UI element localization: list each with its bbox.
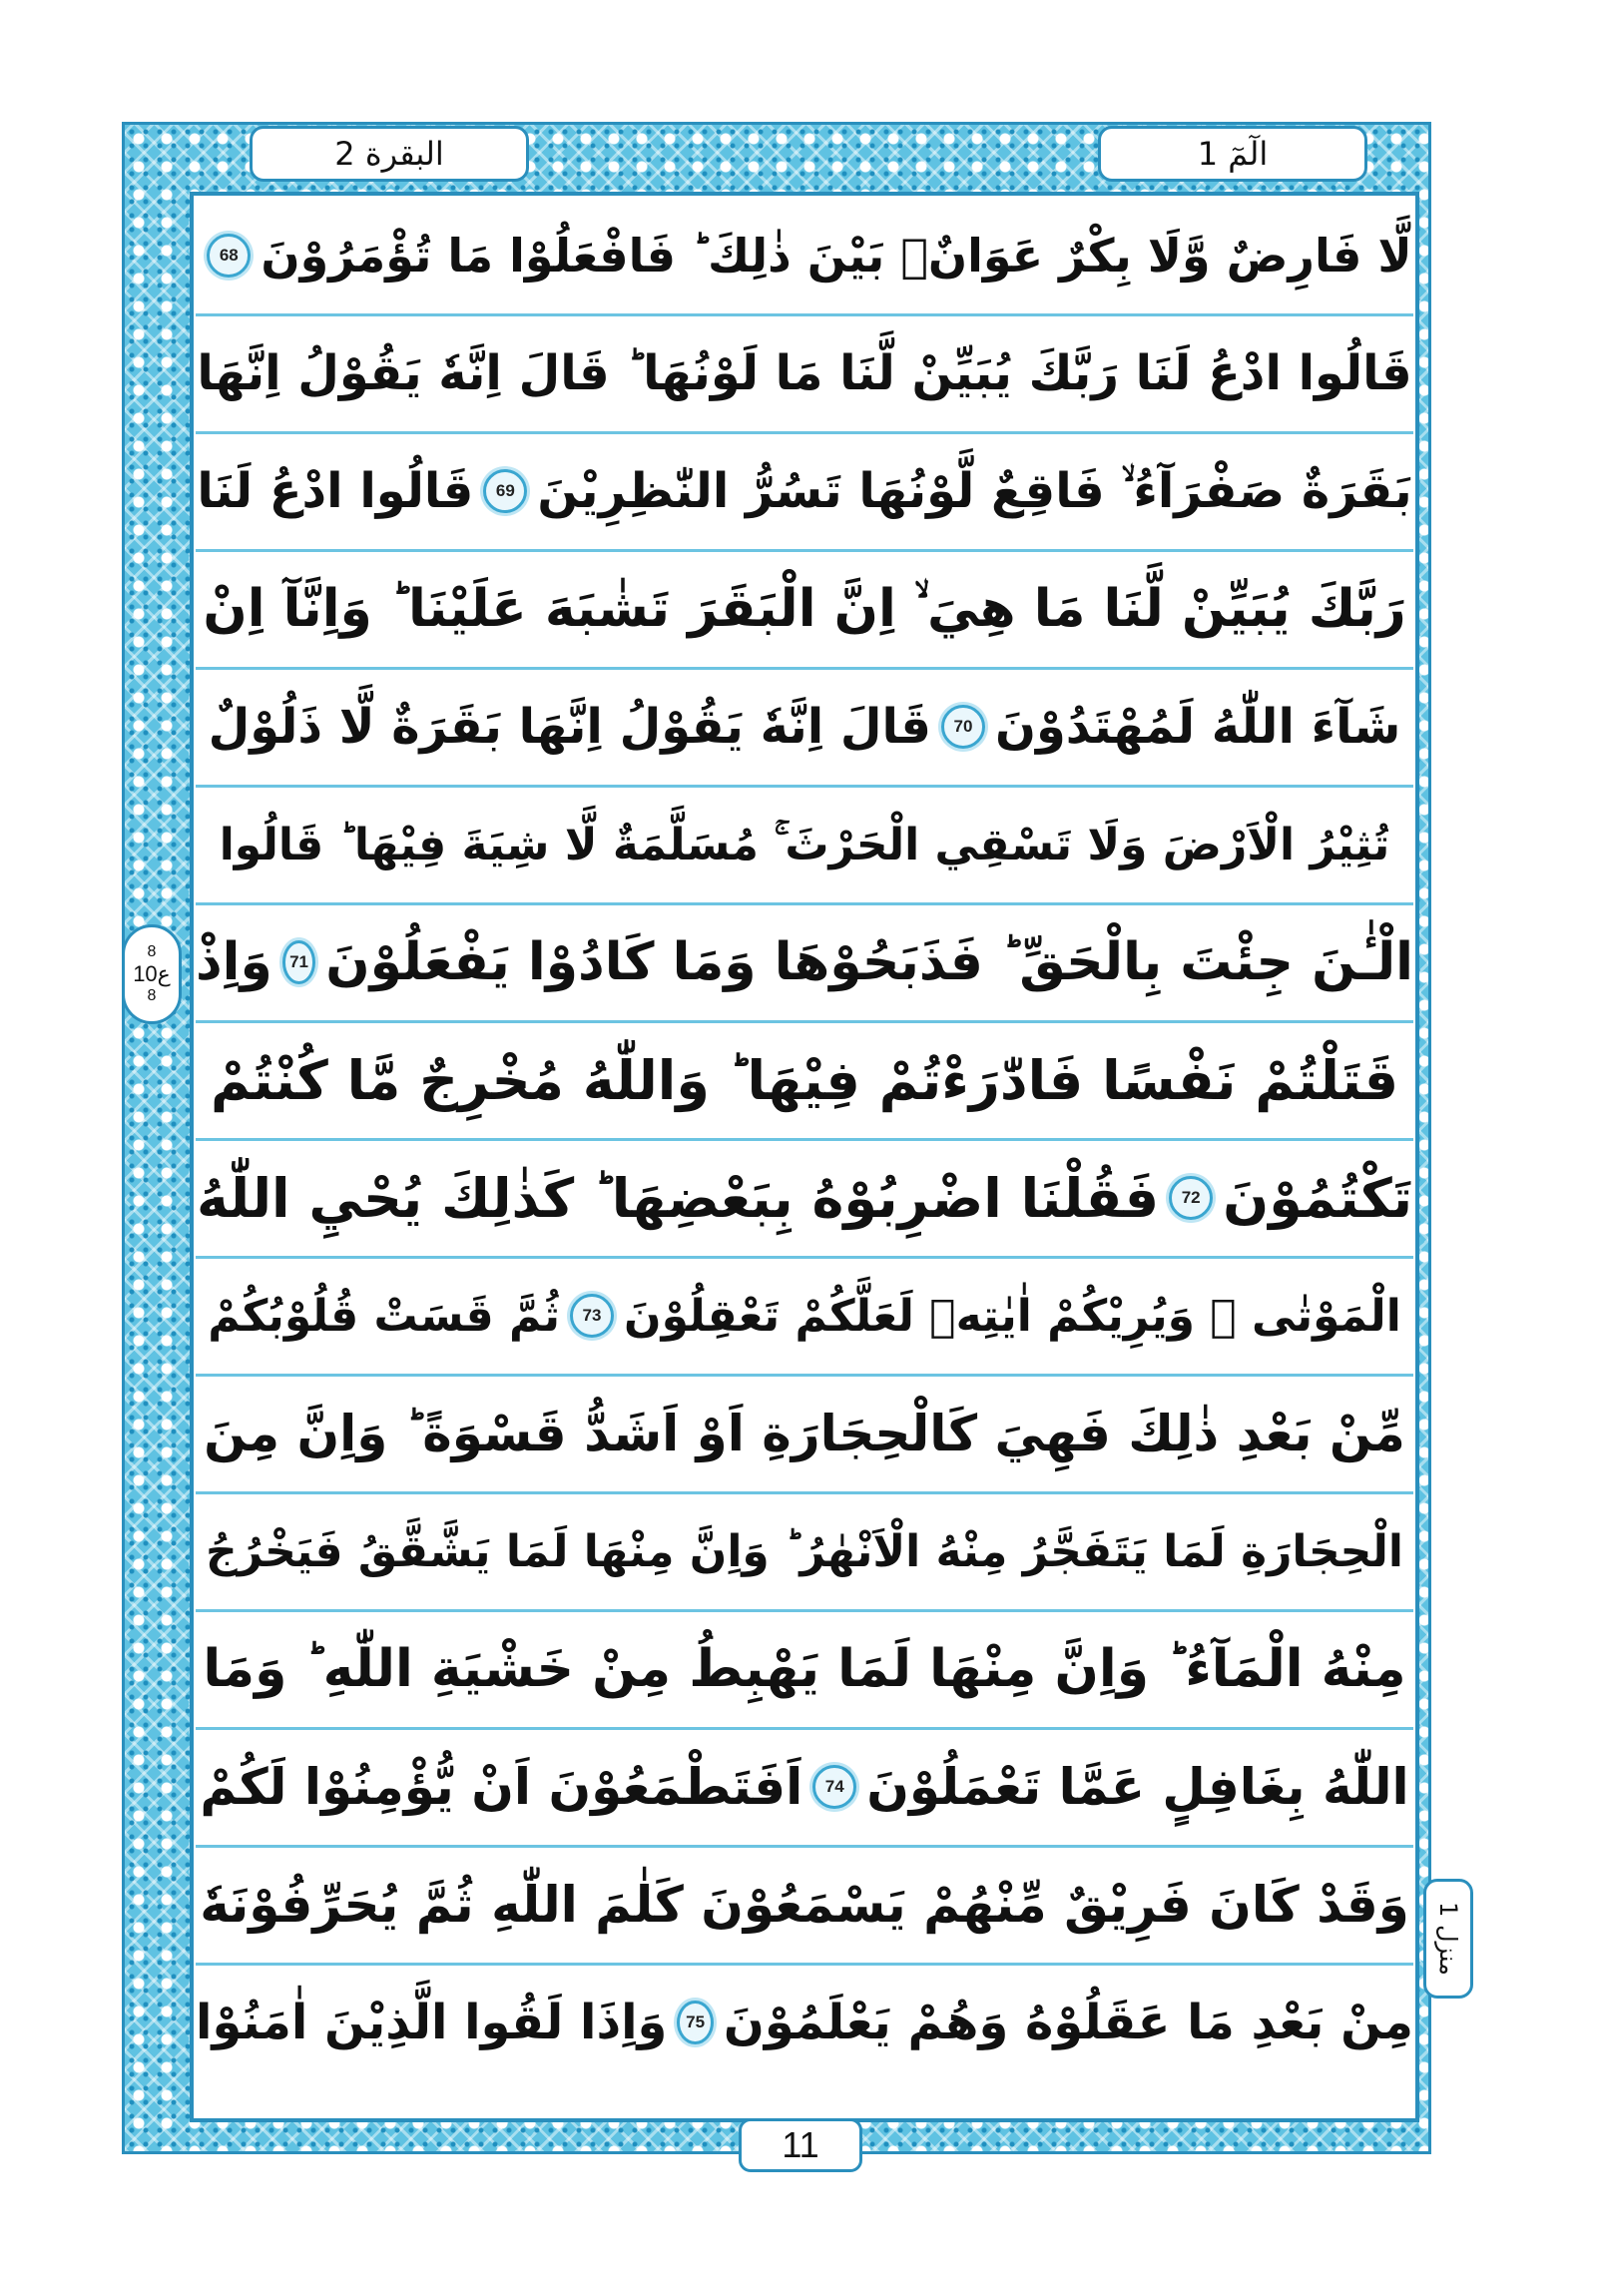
verse-text: وَاِذَا لَقُوا الَّذِيْنَ اٰمَنُوْا [196,1995,668,2050]
ayah-number-marker: 68 [207,234,251,278]
verse-text: قَالُوا ادْعُ لَنَا [197,463,474,519]
line-divider [196,1963,1413,1966]
manzil-marker [1423,1879,1473,1999]
verse-text: مِنْهُ الْمَآءُ ؕ وَاِنَّ مِنْهَا لَمَا يَهْبِطُ مِنْ خَشْيَةِ اللّٰهِ ؕ وَمَا [203,1639,1406,1699]
ruku-top-number: 8 [147,943,157,960]
verse-line [196,1731,1413,1843]
verse-text: تُثِيْرُ الْاَرْضَ وَلَا تَسْقِي الْحَرْثَ ۚ مُسَلَّمَةٌ لَّا شِيَةَ فِيْهَا ؕ قَالُوا [219,819,1390,870]
line-divider [196,1491,1413,1494]
verse-text: وَاِذْ [196,932,272,992]
ruku-symbol: ع10 [133,961,171,986]
verse-text: الْـٰٔنَ جِئْتَ بِالْحَقِّ ؕ فَذَبَحُوْهَا وَمَا كَادُوْا يَفْعَلُوْنَ [325,932,1413,992]
verse-line [196,1024,1413,1136]
manzil-label: منزل 1 [1434,1902,1462,1976]
juz-name-header [1098,126,1367,182]
verse-text: الْمَوْتٰى ۙ وَيُرِيْكُمْ اٰيٰتِهٖ لَعَلَّكُمْ تَعْقِلُوْنَ [624,1290,1401,1342]
verse-line [196,1613,1413,1725]
verse-text: اللّٰهُ بِغَافِلٍ عَمَّا تَعْمَلُوْنَ [866,1758,1409,1816]
line-divider [196,1609,1413,1612]
verse-text: وَقَدْ كَانَ فَرِيْقٌ مِّنْهُمْ يَسْمَعُوْنَ كَلٰمَ اللّٰهِ ثُمَّ يُحَرِّفُوْنَهٗ [200,1876,1409,1934]
ayah-number-marker: 72 [1169,1176,1213,1220]
verse-line [196,435,1413,547]
ayah-number-marker: 69 [483,469,527,513]
line-divider [196,785,1413,788]
ayah-number-marker: 73 [570,1294,614,1338]
line-divider [196,1138,1413,1141]
line-divider [196,1256,1413,1259]
verse-text: بَقَرَةٌ صَفْرَآءُ ۙ فَاقِعٌ لَّوْنُهَا تَسُرُّ النّٰظِرِيْنَ [537,462,1412,519]
verse-text: اَفَتَطْمَعُوْنَ اَنْ يُّؤْمِنُوْا لَكُمْ [200,1758,803,1816]
verse-text: ثُمَّ قَسَتْ قُلُوْبُكُمْ [208,1290,561,1342]
juz-name-label: الٓمٓ 1 [1197,135,1269,173]
line-divider [196,1374,1413,1377]
verse-text: قَالُوا ادْعُ لَنَا رَبَّكَ يُبَيِّنْ لَّنَا مَا لَوْنُهَا ؕ قَالَ اِنَّهٗ يَقُوْلُ اِنَّهَا [197,345,1412,401]
verse-text: الْحِجَارَةِ لَمَا يَتَفَجَّرُ مِنْهُ الْاَنْهٰرُ ؕ وَاِنَّ مِنْهَا لَمَا يَشَّقَّقُ فَيَخْرُجُ [206,1525,1403,1577]
verse-text: مِنْ بَعْدِ مَا عَقَلُوْهُ وَهُمْ يَعْلَمُوْنَ [723,1995,1413,2050]
verse-text: قَتَلْتُمْ نَفْسًا فَادّٰرَءْتُمْ فِيْهَا ؕ وَاللّٰهُ مُخْرِجٌ مَّا كُنْتُمْ [210,1048,1399,1112]
ayah-number-marker: 75 [677,2001,714,2044]
line-divider [196,1727,1413,1730]
verse-line [196,1849,1413,1961]
ruku-marker [122,924,182,1024]
verse-line [196,906,1413,1018]
verse-line [196,1967,1413,2078]
verse-text: شَآءَ اللّٰهُ لَمُهْتَدُوْنَ [994,699,1401,755]
verse-text: تَكْتُمُوْنَ [1223,1166,1413,1230]
surah-name-label: البقرة 2 [334,135,444,173]
ayah-number-marker: 71 [282,940,315,984]
verse-line [196,1260,1413,1372]
verse-line [196,1495,1413,1607]
ruku-bottom-number: 8 [147,987,157,1004]
verse-text: فَقُلْنَا اضْرِبُوْهُ بِبَعْضِهَا ؕ كَذٰلِكَ يُحْيِ اللّٰهُ [196,1166,1160,1230]
verse-text: مِّنْ بَعْدِ ذٰلِكَ فَهِيَ كَالْحِجَارَةِ اَوْ اَشَدُّ قَسْوَةً ؕ وَاِنَّ مِنَ [204,1405,1405,1462]
ayah-number-marker: 70 [941,705,985,749]
verse-text: لَّا فَارِضٌ وَّلَا بِكْرٌ عَوَانٌۢ بَيْنَ ذٰلِكَ ؕ فَافْعَلُوْا مَا تُؤْمَرُوْنَ [261,229,1412,283]
verse-line [196,1142,1413,1254]
line-divider [196,902,1413,905]
verse-text: رَبَّكَ يُبَيِّنْ لَّنَا مَا هِيَ ۙ اِنَّ الْبَقَرَ تَشٰبَهَ عَلَيْنَا ؕ وَاِنَّآ اِنْ [203,578,1406,639]
line-divider [196,667,1413,670]
surah-name-header [250,126,529,182]
verse-line [196,671,1413,783]
line-divider [196,1020,1413,1023]
verse-line [196,317,1413,429]
verse-text: قَالَ اِنَّهٗ يَقُوْلُ اِنَّهَا بَقَرَةٌ لَّا ذَلُوْلٌ [208,699,931,755]
page-number-box [739,2118,862,2172]
verse-line [196,200,1413,311]
quran-text-block [196,198,1413,2116]
line-divider [196,313,1413,316]
line-divider [196,1845,1413,1848]
verse-line [196,553,1413,665]
line-divider [196,431,1413,434]
verse-line [196,1378,1413,1489]
verse-line [196,789,1413,900]
page-number: 11 [782,2124,819,2165]
line-divider [196,549,1413,552]
ayah-number-marker: 74 [812,1765,856,1809]
